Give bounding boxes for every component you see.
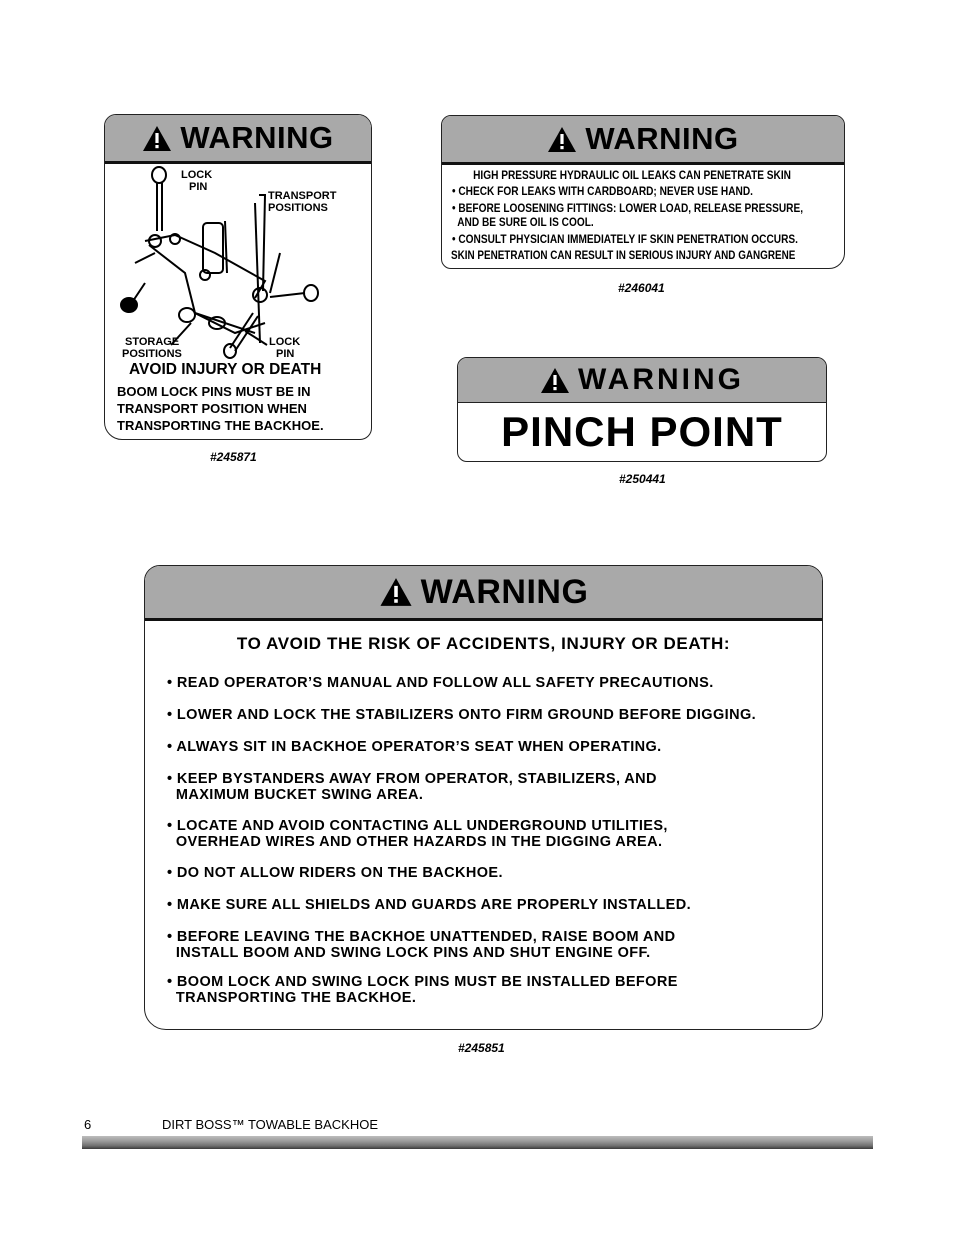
avoid-injury-heading: AVOID INJURY OR DEATH bbox=[129, 361, 322, 378]
transport-pin-warning-decal bbox=[104, 114, 372, 440]
decal-header bbox=[458, 358, 826, 403]
instruction-line: HIGH PRESSURE HYDRAULIC OIL LEAKS CAN PENETRATE SKIN bbox=[473, 170, 791, 182]
safety-item: • READ OPERATOR’S MANUAL AND FOLLOW ALL SAFETY PRECAUTIONS. bbox=[167, 675, 714, 691]
decal-subtitle: TO AVOID THE RISK OF ACCIDENTS, INJURY OR DEATH: bbox=[236, 634, 731, 653]
label-line: PIN bbox=[189, 181, 208, 193]
lock-pin-top-label bbox=[181, 169, 212, 193]
general-safety-warning-decal bbox=[144, 565, 823, 1030]
label-line: PIN bbox=[276, 348, 295, 360]
safety-item: • DO NOT ALLOW RIDERS ON THE BACKHOE. bbox=[167, 865, 503, 881]
decal-header-text: WARNING bbox=[180, 120, 334, 155]
warning-triangle-icon bbox=[547, 126, 577, 153]
pinch-point-text: PINCH POINT bbox=[501, 408, 783, 455]
instruction-line: AND BE SURE OIL IS COOL. bbox=[452, 217, 594, 229]
warning-triangle-icon bbox=[540, 367, 570, 394]
label-line: STORAGE bbox=[125, 336, 180, 348]
safety-item: • BOOM LOCK AND SWING LOCK PINS MUST BE INSTALLED BEFORE TRANSPORTING THE BACKHOE. bbox=[167, 974, 678, 1006]
decal-code-246041: #246041 bbox=[618, 281, 665, 295]
warning-triangle-icon bbox=[142, 125, 172, 152]
footer-title: DIRT BOSS™ TOWABLE BACKHOE bbox=[162, 1117, 379, 1132]
instruction-line: BOOM LOCK PINS MUST BE IN bbox=[117, 384, 311, 399]
decal-header bbox=[145, 566, 822, 621]
safety-item: • LOCATE AND AVOID CONTACTING ALL UNDERGROUND UTILITIES, OVERHEAD WIRES AND OTHER HAZARDS IN THE DIGGING AREA. bbox=[167, 818, 668, 850]
label-line: LOCK bbox=[181, 169, 213, 181]
decal-code-245871: #245871 bbox=[210, 450, 257, 464]
decal-code-250441: #250441 bbox=[619, 472, 666, 486]
label-line: TRANSPORT bbox=[268, 190, 337, 202]
hydraulic-instructions bbox=[452, 168, 845, 264]
lock-pin-bottom-label bbox=[269, 336, 300, 360]
decal-header-text: WARNING bbox=[585, 121, 739, 156]
page-number: 6 bbox=[84, 1117, 92, 1132]
decal-header-text: WARNING bbox=[578, 363, 744, 396]
decal-header bbox=[105, 115, 371, 164]
label-line: POSITIONS bbox=[122, 348, 182, 360]
safety-item: • KEEP BYSTANDERS AWAY FROM OPERATOR, STABILIZERS, AND MAXIMUM BUCKET SWING AREA. bbox=[167, 771, 657, 803]
decal-code-245851: #245851 bbox=[458, 1041, 505, 1055]
transport-positions-label bbox=[268, 190, 336, 214]
storage-positions-label bbox=[122, 336, 182, 360]
safety-item: • BEFORE LEAVING THE BACKHOE UNATTENDED, RAISE BOOM AND INSTALL BOOM AND SWING LOCK PINS AND SHUT ENGINE OFF. bbox=[167, 929, 676, 961]
instruction-line: • CONSULT PHYSICIAN IMMEDIATELY IF SKIN PENETRATION OCCURS. bbox=[452, 234, 798, 246]
instruction-line: SKIN PENETRATION CAN RESULT IN SERIOUS INJURY AND GANGRENE bbox=[451, 250, 796, 262]
transport-instructions bbox=[117, 383, 324, 434]
decal-header-text: WARNING bbox=[420, 572, 589, 611]
label-line: POSITIONS bbox=[268, 202, 328, 214]
safety-item: • ALWAYS SIT IN BACKHOE OPERATOR’S SEAT WHEN OPERATING. bbox=[167, 739, 662, 755]
safety-item: • MAKE SURE ALL SHIELDS AND GUARDS ARE PROPERLY INSTALLED. bbox=[167, 897, 692, 913]
footer-rule bbox=[82, 1136, 873, 1149]
hydraulic-oil-warning-decal bbox=[441, 115, 845, 269]
pinch-point-warning-decal bbox=[457, 357, 827, 462]
safety-item: • LOWER AND LOCK THE STABILIZERS ONTO FIRM GROUND BEFORE DIGGING. bbox=[167, 707, 757, 723]
warning-triangle-icon bbox=[379, 577, 413, 607]
instruction-line: TRANSPORT POSITION WHEN bbox=[117, 401, 307, 416]
decal-header bbox=[442, 116, 844, 165]
label-line: LOCK bbox=[269, 336, 301, 348]
instruction-line: • BEFORE LOOSENING FITTINGS: LOWER LOAD, RELEASE PRESSURE, bbox=[452, 203, 804, 215]
instruction-line: • CHECK FOR LEAKS WITH CARDBOARD; NEVER USE HAND. bbox=[452, 186, 753, 198]
instruction-line: TRANSPORTING THE BACKHOE. bbox=[117, 418, 324, 433]
